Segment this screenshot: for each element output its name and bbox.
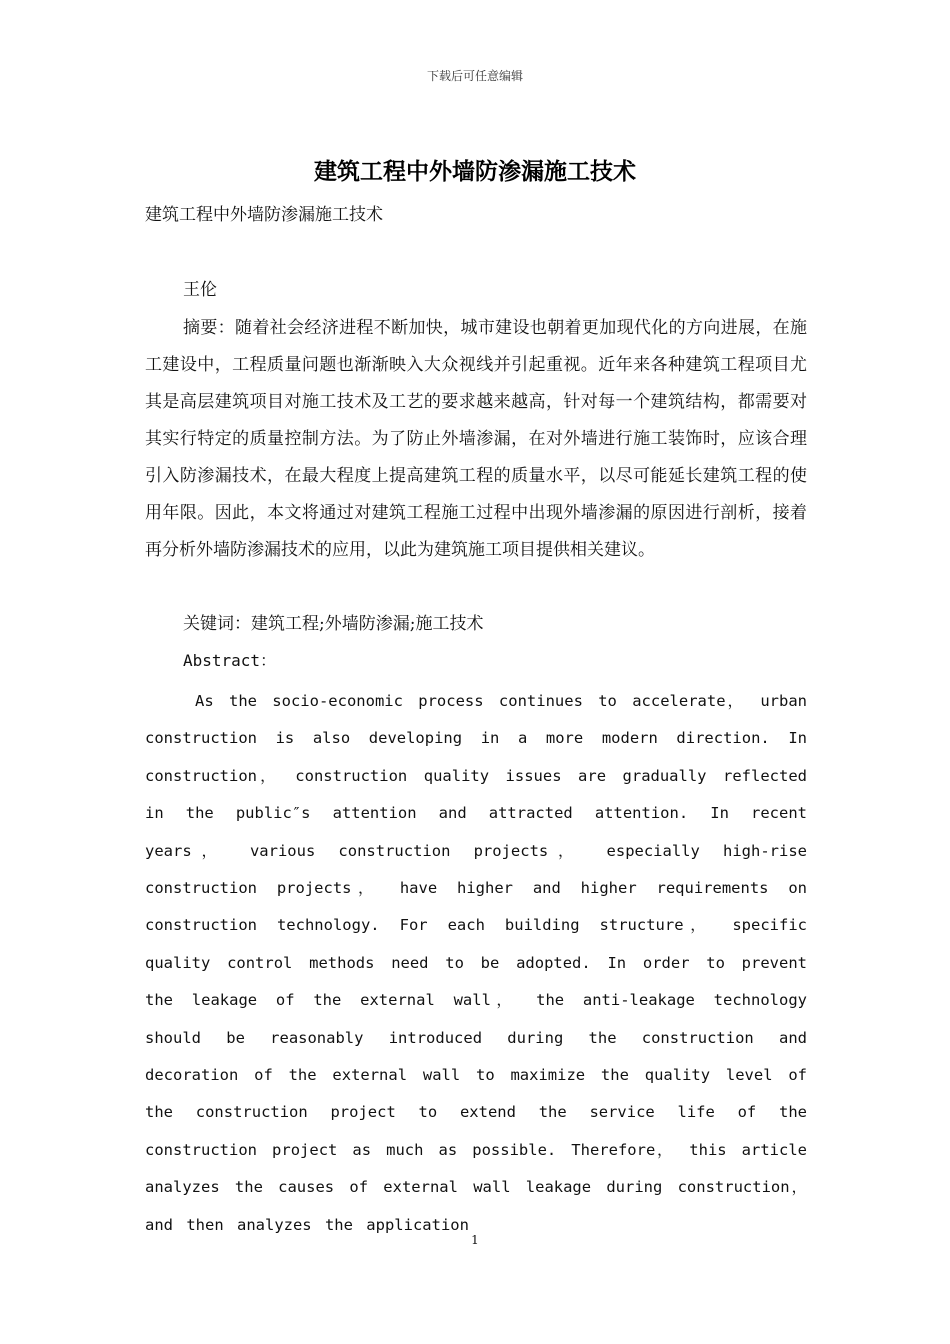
- keywords: 关键词：建筑工程;外墙防渗漏;施工技术: [183, 614, 484, 634]
- header-note: 下载后可任意编辑: [426, 69, 523, 83]
- chinese-abstract: 摘要：随着社会经济进程不断加快，城市建设也朝着更加现代化的方向进展，在施工建设中，工程质量问题也渐渐映入大众视线并引起重视。近年来各种建筑工程项目尤其是高层建筑项目对施工技术及工艺的要求越来越高，针对每一个建筑结构，都需要对其实行特定的质量控制方法。为了防止外墙渗漏，在对外墙进行施工装饰时，应该合理引入防渗漏技术，在最大程度上提高建筑工程的质量水平，以尽可能延长建筑工程的使用年限。因此，本文将通过对建筑工程施工过程中出现外墙渗漏的原因进行剖析，接着再分析外墙防渗漏技术的应用，以此为建筑施工项目提供相关建议。: [145, 318, 807, 560]
- document-subtitle: 建筑工程中外墙防渗漏施工技术: [145, 205, 383, 225]
- english-abstract: As the socio-economic process continues to accelerate， urban construction is also developing in a more modern direction. In construction， construction quality issues are gradually reflected in the public″s attention and attracted attention. In recent years， various construction projects， especially high-rise construction projects， have higher and higher requirements on construction technology. For each building structure， specific quality control methods need to be adopted. In order to prevent the leakage of the external wall， the anti-leakage technology should be reasonably introduced during the construction and decoration of the external wall to maximize the quality level of the construction project to extend the service life of the construction project as much as possible. Therefore， this article analyzes the causes of external wall leakage during construction， and then analyzes the application: [145, 692, 807, 1234]
- abstract-label: Abstract：: [183, 651, 277, 670]
- author-name: 王伦: [183, 280, 217, 300]
- document-title: 建筑工程中外墙防渗漏施工技术: [314, 158, 636, 185]
- page-number: 1: [471, 1233, 479, 1247]
